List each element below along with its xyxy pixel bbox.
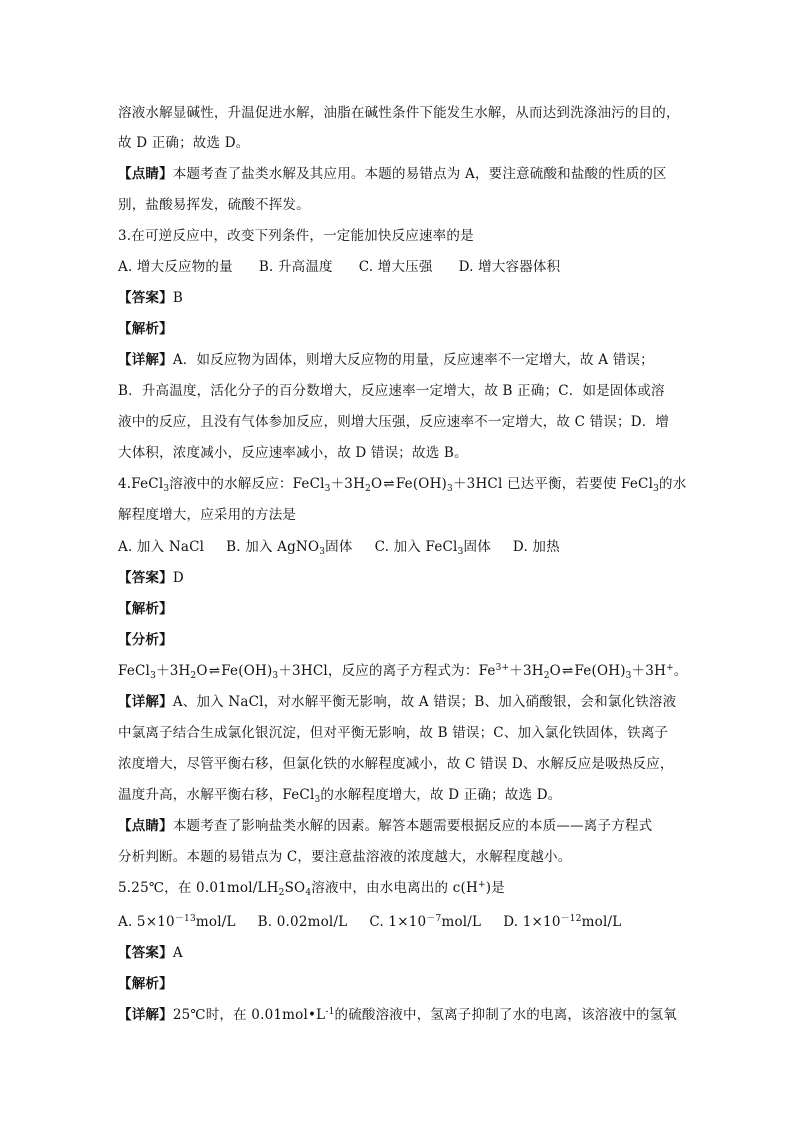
option-c [369,912,481,932]
text: ＋3HCl 已达平衡，若要使 FeCl [452,476,654,492]
text: mol/L [441,914,482,930]
subscript: 2 [365,484,372,494]
text: O [196,663,208,679]
answer-line [118,568,678,588]
answer-tag: 【答案】 [118,570,173,586]
option-b: B. 升高温度 [258,259,333,275]
text: O [371,476,383,492]
text: )是 [485,880,505,896]
answer-tag: 【答案】 [118,945,173,961]
option-a [118,912,236,932]
dianjing-paragraph [118,164,678,184]
analysis-tag: 【解析】 [118,976,173,992]
question-5-options [118,912,678,932]
text-line: 溶液水解显碱性，升温促进水解，油脂在碱性条件下能发生水解，从而达到洗涤油污的目的， [118,105,680,121]
dianjing-paragraph [118,816,678,836]
analysis-tag: 【解析】 [118,601,173,617]
text: 5.25℃，在 0.01mol/LH [118,880,279,896]
superscript: + [666,663,674,673]
option-d: D. 增大容器体积 [458,259,561,275]
text: A、加入 NaCl，对水解平衡无影响，故 A 错误；B、加入硝酸银，会和氯化铁溶液 [172,694,677,710]
text: Fe(OH) [395,476,448,492]
subscript: 2 [543,671,550,681]
text: ＋3H [631,663,667,679]
text: FeCl [118,663,151,679]
equilibrium-arrow: ⇌ [208,663,221,679]
detail-tag: 【详解】 [118,1007,173,1023]
subscript: 3 [272,671,279,681]
text-line: 故 D 正确；故选 D。 [118,135,250,151]
text: C. 1×10 [369,914,427,930]
superscript: －7 [426,914,442,924]
superscript: + [477,880,486,890]
superscript: -1 [325,1007,335,1017]
subscript: 3 [150,671,157,681]
text: 25℃时，在 0.01mol•L [172,1007,326,1023]
text: 本题考查了影响盐类水解的因素。解答本题需要根据反应的本质——离子方程式 [172,818,653,834]
answer-line [118,943,678,963]
text: A．如反应物为固体，则增大反应物的用量，反应速率不一定增大，故 A 错误； [172,352,654,368]
ionic-equation-line [118,661,688,681]
section-tag: 【点睛】 [118,166,173,182]
subscript: 3 [457,547,464,557]
text: Fe(OH) [221,663,273,679]
text-line [118,785,678,805]
superscript: －13 [174,914,196,924]
text-line: 解程度增大，应采用的方法是 [118,507,297,523]
text: ＋3H [156,663,191,679]
text: 4.FeCl [118,476,164,492]
detail-line [118,350,678,370]
detail-tag: 【详解】 [118,352,173,368]
text: 。 [673,663,688,679]
answer-value: B [172,290,183,306]
question-4-options [118,537,678,557]
text: 固体 [463,539,491,555]
text: D. 1×10 [503,914,561,930]
text: mol/L [195,914,236,930]
superscript: 3+ [495,663,510,673]
text-line: 别，盐酸易挥发，硫酸不挥发。 [118,197,310,213]
text: ＋3H [330,476,366,492]
detail-line [118,1005,678,1025]
text-line: 液中的反应，且没有气体参加反应，则增大压强，反应速率不一定增大，故 C 错误；D．增 [118,414,670,430]
answer-value: D [172,570,184,586]
option-d: D. 加热 [512,539,560,555]
option-a: A. 加入 NaCl [118,539,205,555]
equilibrium-arrow: ⇌ [561,663,574,679]
section-tag: 【点睛】 [118,818,173,834]
detail-line [118,692,678,712]
text: C. 加入 FeCl [374,539,458,555]
question-3-stem: 3.在可逆反应中，改变下列条件，一定能加快反应速率的是 [118,228,474,244]
subscript: 4 [305,888,312,898]
text: A. 5×10 [118,914,175,930]
option-c: C. 增大压强 [358,259,433,275]
text: 的水 [659,476,687,492]
text: 的硫酸溶液中，氢离子抑制了水的电离，该溶液中的氢氧 [334,1007,677,1023]
text: SO [284,880,306,896]
text: 温度升高，水解平衡右移，FeCl [118,787,315,803]
text: 的水解程度增大，故 D 正确；故选 D。 [320,787,562,803]
analysis-tag: 【解析】 [118,321,173,337]
text: 溶液中的水解反应：FeCl [169,476,325,492]
option-d [503,912,621,932]
text: B. 加入 AgNO [226,539,320,555]
option-c [375,537,491,557]
text: 固体 [325,539,353,555]
text: mol/L [581,914,622,930]
subscript: 2 [190,671,197,681]
subscript: 3 [625,671,632,681]
subscript: 3 [653,484,660,494]
equilibrium-arrow: ⇌ [383,476,395,492]
text-line: B．升高温度，活化分子的百分数增大，反应速率一定增大，故 B 正确；C．如是固体或溶 [118,383,665,399]
answer-tag: 【答案】 [118,290,173,306]
superscript: －12 [560,914,582,924]
option-b: B. 0.02mol/L [257,914,348,930]
text-line: 大体积，浓度减小，反应速率减小，故 D 错误；故选 B。 [118,445,468,461]
subscript: 2 [278,888,285,898]
option-b [226,537,352,557]
answer-line [118,288,678,308]
subscript: 3 [314,795,321,805]
text: 溶液中，由水电离出的 c(H [311,880,478,896]
detail-tag: 【详解】 [118,694,173,710]
question-5-stem [118,878,678,898]
question-3-options [118,257,678,277]
fenxi-tag: 【分析】 [118,632,173,648]
subscript: 3 [324,484,331,494]
answer-value: A [172,945,183,961]
text: ＋3H [509,663,544,679]
text-line: 浓度增大，尽管平衡右移，但氯化铁的水解程度减小，故 C 错误 D、水解反应是吸热反应， [118,756,674,772]
subscript: 3 [163,484,170,494]
text-line: 中氯离子结合生成氯化银沉淀，但对平衡无影响，故 B 错误；C、加入氯化铁固体，铁离子 [118,725,669,741]
subscript: 3 [319,547,326,557]
option-a: A. 增大反应物的量 [118,259,233,275]
text: Fe(OH) [574,663,626,679]
text: ＋3HCl，反应的离子方程式为：Fe [278,663,496,679]
text: 本题考查了盐类水解及其应用。本题的易错点为 A，要注意硫酸和盐酸的性质的区 [172,166,667,182]
question-4-stem [118,474,687,494]
text-line: 分析判断。本题的易错点为 C，要注意盐溶液的浓度越大，水解程度越小。 [118,849,572,865]
text: O [549,663,561,679]
subscript: 3 [447,484,453,494]
